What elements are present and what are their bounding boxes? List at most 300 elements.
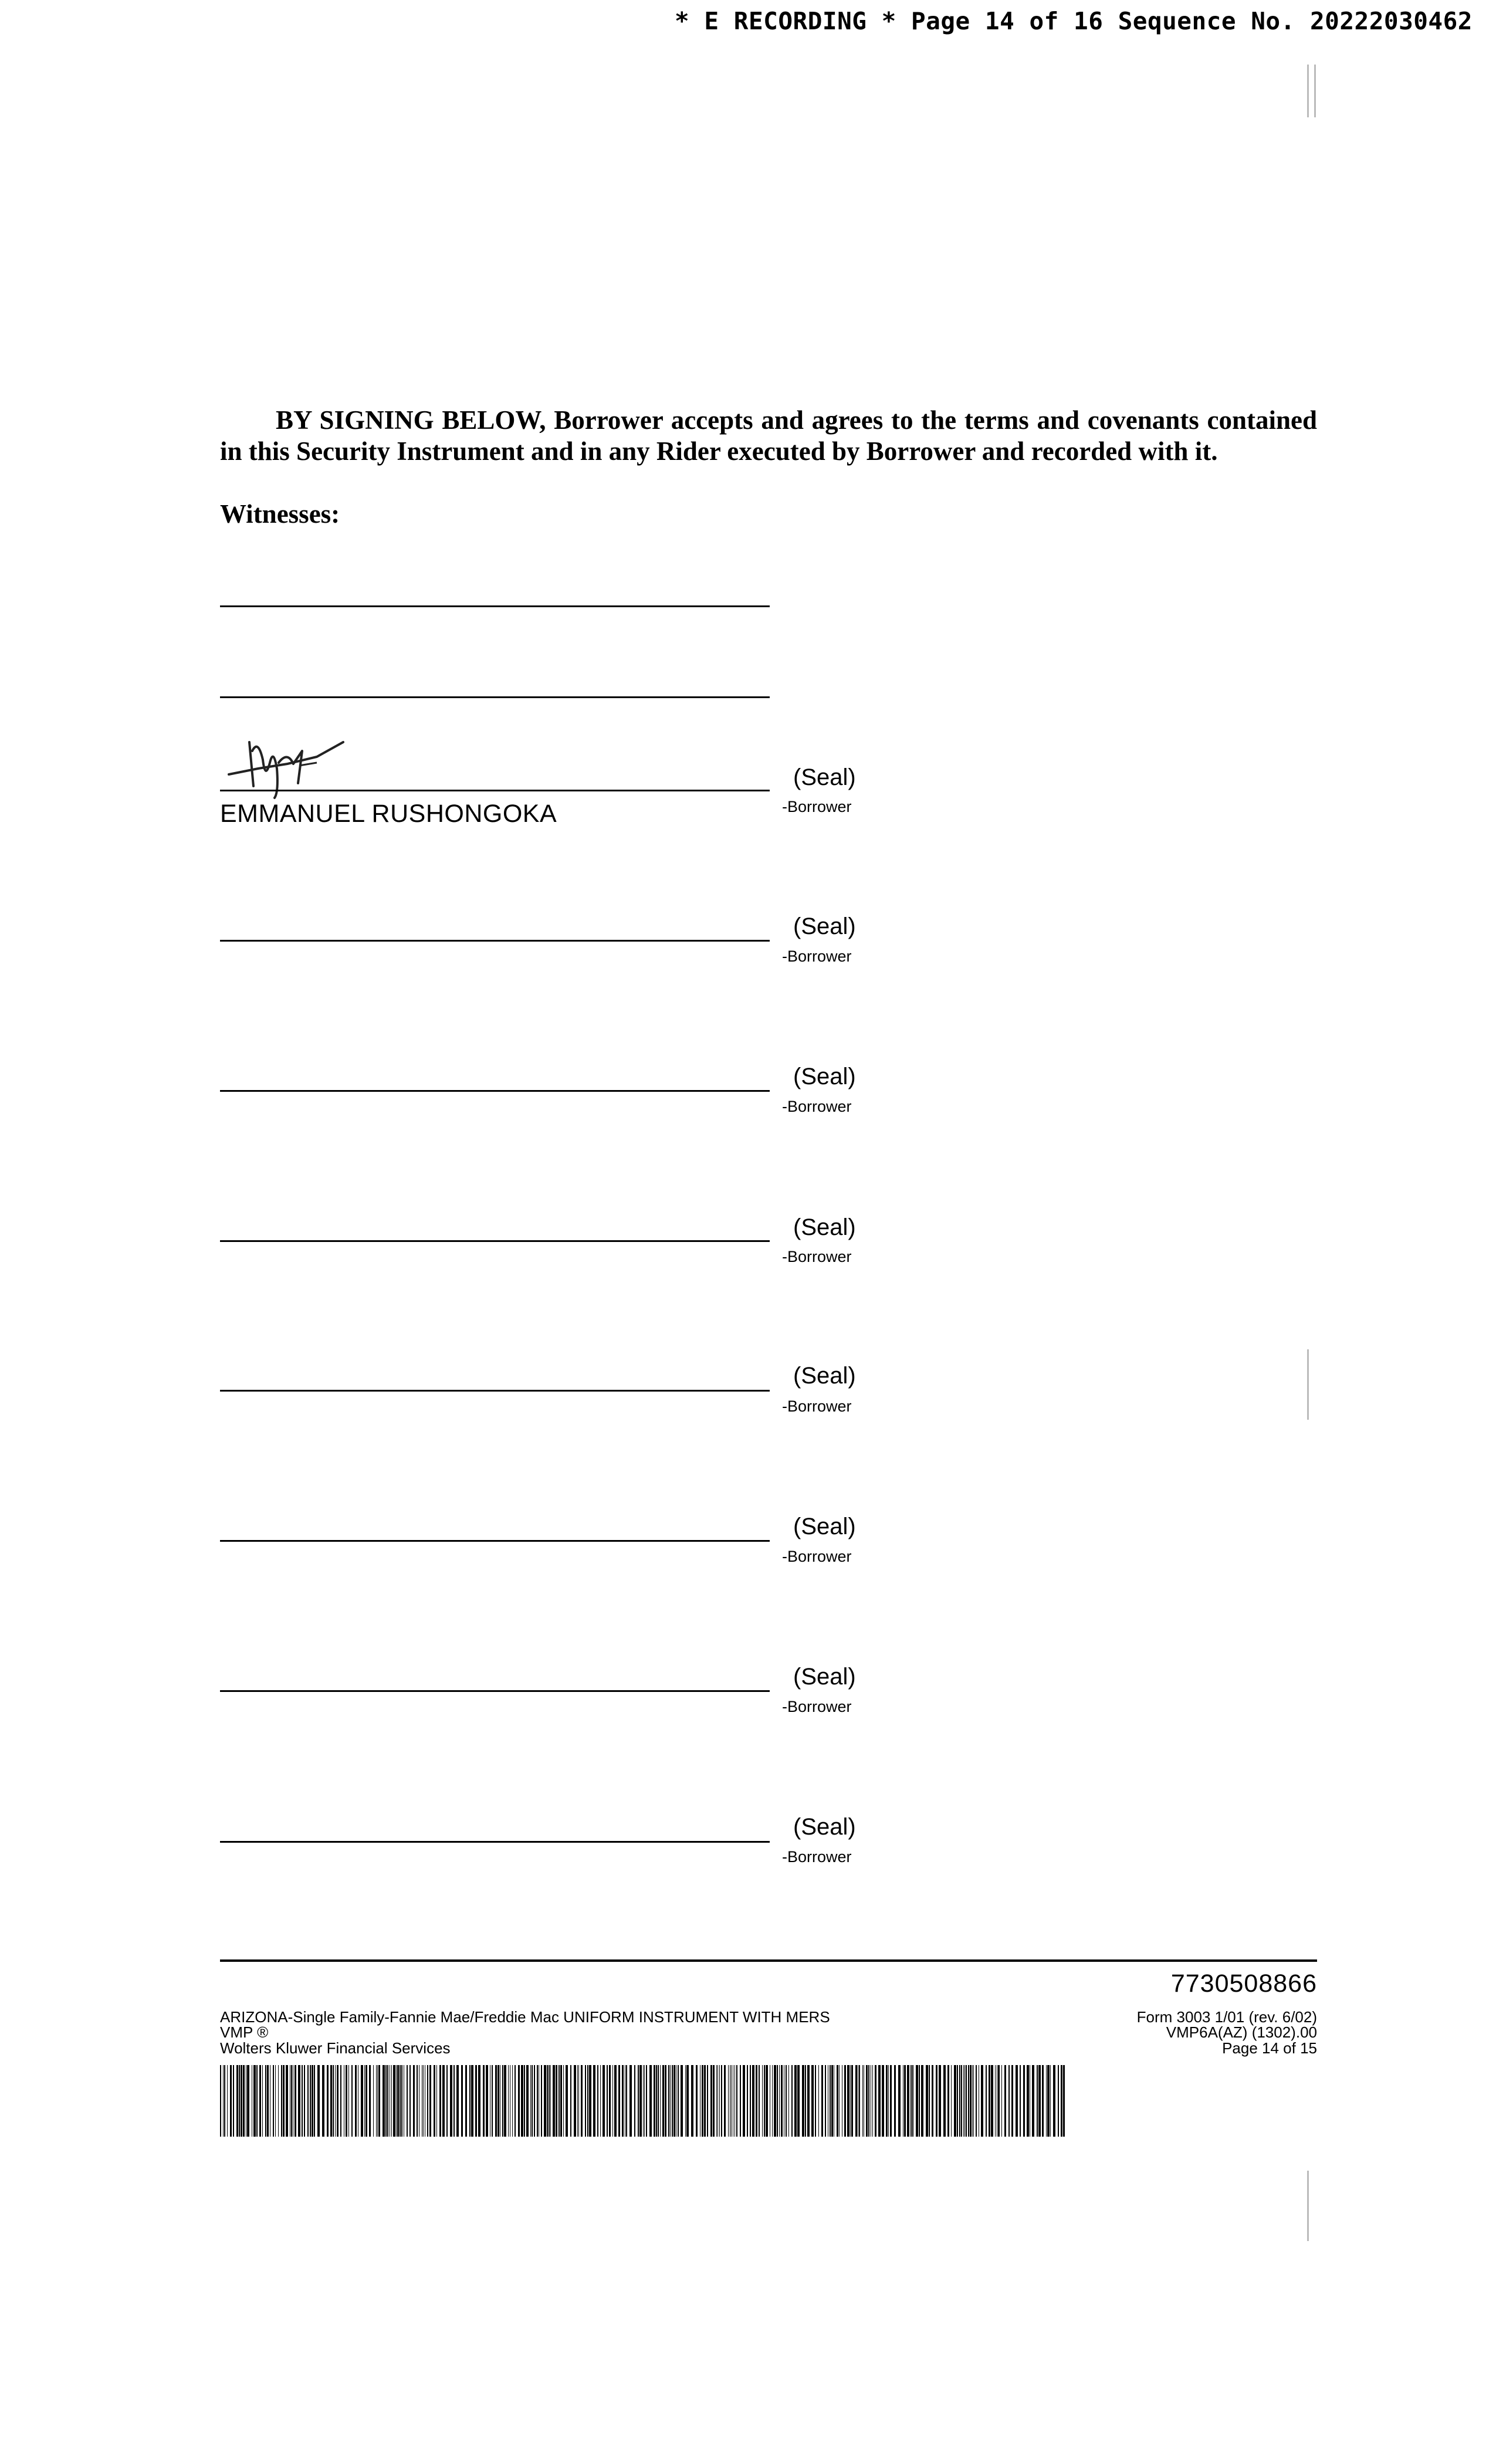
barcode-bar — [972, 2065, 973, 2137]
barcode-bar — [434, 2065, 435, 2137]
barcode-bar — [346, 2065, 347, 2137]
barcode-bar — [847, 2065, 849, 2137]
barcode-bar — [710, 2065, 712, 2137]
barcode-bar — [926, 2065, 928, 2137]
barcode-bar — [550, 2065, 551, 2137]
barcode-bar — [273, 2065, 274, 2137]
barcode-bar — [802, 2065, 804, 2137]
barcode-bar — [239, 2065, 240, 2137]
barcode-bar — [312, 2065, 313, 2137]
barcode-bar — [976, 2065, 977, 2137]
barcode-bar — [781, 2065, 783, 2137]
publisher-name: Wolters Kluwer Financial Services — [220, 2039, 451, 2057]
barcode-bar — [872, 2065, 873, 2137]
footer-rule — [220, 1959, 1317, 1962]
barcode-bar — [961, 2065, 962, 2137]
barcode-bar — [508, 2065, 509, 2137]
borrower-signature-line-4 — [220, 1240, 770, 1242]
barcode-bar — [654, 2065, 655, 2137]
barcode-bar — [1008, 2065, 1010, 2137]
barcode-bar — [241, 2065, 242, 2137]
barcode-bar — [855, 2065, 857, 2137]
barcode-bar — [959, 2065, 960, 2137]
barcode-bar — [646, 2065, 647, 2137]
barcode-bar — [442, 2065, 445, 2137]
barcode-bar — [750, 2065, 751, 2137]
barcode-bar — [600, 2065, 601, 2137]
barcode-bar — [797, 2065, 800, 2137]
barcode-bar — [951, 2065, 952, 2137]
barcode-bar — [939, 2065, 941, 2137]
barcode-bar — [259, 2065, 261, 2137]
barcode-bar — [544, 2065, 546, 2137]
borrower-signature-line-1 — [220, 790, 770, 791]
borrower-label-7: -Borrower — [782, 1698, 852, 1715]
borrower-signature-line-7 — [220, 1690, 770, 1692]
witnesses-label: Witnesses: — [220, 499, 340, 529]
barcode-bar — [752, 2065, 754, 2137]
barcode-bar — [456, 2065, 459, 2137]
barcode-bar — [973, 2065, 974, 2137]
barcode-bar — [607, 2065, 608, 2137]
barcode-bar — [656, 2065, 657, 2137]
recording-header: * E RECORDING * Page 14 of 16 Sequence No. 20222030462 — [675, 7, 1473, 35]
barcode-bar — [298, 2065, 300, 2137]
barcode-bar — [830, 2065, 831, 2137]
barcode-bar — [970, 2065, 972, 2137]
barcode-bar — [904, 2065, 906, 2137]
barcode-bar — [566, 2065, 568, 2137]
borrower-signature-line-6 — [220, 1540, 770, 1542]
barcode-bar — [376, 2065, 377, 2137]
barcode-bar — [465, 2065, 467, 2137]
barcode-bar — [731, 2065, 732, 2137]
barcode-bar — [649, 2065, 652, 2137]
barcode-bar — [230, 2065, 232, 2137]
barcode-bar — [638, 2065, 639, 2137]
barcode-bar — [327, 2065, 329, 2137]
barcode-bar — [1042, 2065, 1044, 2137]
barcode-bar — [966, 2065, 967, 2137]
barcode-bar — [1020, 2065, 1021, 2137]
barcode-bar — [851, 2065, 853, 2137]
barcode-bar — [391, 2065, 392, 2137]
barcode-bar — [593, 2065, 595, 2137]
barcode-bar — [821, 2065, 823, 2137]
barcode-bar — [907, 2065, 909, 2137]
barcode-bar — [541, 2065, 542, 2137]
barcode-bar — [791, 2065, 793, 2137]
barcode-bar — [220, 2065, 221, 2137]
borrower-signature-line-8 — [220, 1841, 770, 1843]
barcode-bar — [291, 2065, 292, 2137]
barcode-bar — [678, 2065, 679, 2137]
scan-artifact — [1307, 65, 1309, 117]
barcode-bar — [1038, 2065, 1041, 2137]
barcode-bar — [614, 2065, 617, 2137]
barcode-bar — [743, 2065, 745, 2137]
barcode-bar — [383, 2065, 385, 2137]
barcode-bar — [672, 2065, 673, 2137]
borrower-name: EMMANUEL RUSHONGOKA — [220, 800, 557, 828]
barcode-bar — [728, 2065, 729, 2137]
barcode-bar — [304, 2065, 305, 2137]
barcode-bar — [866, 2065, 868, 2137]
barcode-bar — [340, 2065, 341, 2137]
barcode-bar — [429, 2065, 431, 2137]
barcode-bar — [378, 2065, 380, 2137]
barcode-bar — [283, 2065, 285, 2137]
barcode-bar — [868, 2065, 869, 2137]
barcode-bar — [397, 2065, 399, 2137]
barcode-bar — [286, 2065, 288, 2137]
loan-number: 7730508866 — [1170, 1969, 1317, 1998]
barcode-bar — [302, 2065, 303, 2137]
witness-signature-line-2 — [220, 696, 770, 698]
barcode-bar — [634, 2065, 635, 2137]
barcode-bar — [310, 2065, 311, 2137]
barcode-bar — [1001, 2065, 1002, 2137]
barcode-bar — [469, 2065, 471, 2137]
barcode-bar — [862, 2065, 863, 2137]
barcode-bar — [831, 2065, 833, 2137]
barcode-bar — [570, 2065, 571, 2137]
barcode-bar — [560, 2065, 562, 2137]
barcode-bar — [878, 2065, 881, 2137]
barcode-bar — [991, 2065, 993, 2137]
barcode-bar — [483, 2065, 485, 2137]
barcode-bar — [794, 2065, 797, 2137]
barcode-bar — [387, 2065, 388, 2137]
barcode-bar — [639, 2065, 642, 2137]
barcode-bar — [577, 2065, 578, 2137]
barcode-bar — [587, 2065, 588, 2137]
barcode-bar — [764, 2065, 765, 2137]
barcode-bar — [815, 2065, 816, 2137]
barcode-bar — [911, 2065, 912, 2137]
barcode-bar — [1046, 2065, 1047, 2137]
barcode-bar — [337, 2065, 339, 2137]
vmp-mark: VMP ® — [220, 2023, 269, 2041]
barcode-bar — [1016, 2065, 1018, 2137]
barcode-bar — [492, 2065, 493, 2137]
barcode-bar — [1063, 2065, 1065, 2137]
barcode-bar — [898, 2065, 901, 2137]
barcode-bar — [707, 2065, 708, 2137]
barcode-bar — [401, 2065, 402, 2137]
seal-label-8: (Seal) — [793, 1814, 856, 1840]
seal-label-3: (Seal) — [793, 1064, 856, 1089]
barcode-bar — [772, 2065, 773, 2137]
barcode-bar — [597, 2065, 598, 2137]
barcode-bar — [515, 2065, 516, 2137]
barcode-bar — [756, 2065, 757, 2137]
barcode-bar — [609, 2065, 611, 2137]
borrower-signature-line-2 — [220, 940, 770, 942]
barcode-bar — [929, 2065, 930, 2137]
barcode-bar — [717, 2065, 718, 2137]
barcode-bar — [393, 2065, 395, 2137]
barcode-bar — [886, 2065, 888, 2137]
barcode-bar — [553, 2065, 555, 2137]
barcode-bar — [409, 2065, 411, 2137]
barcode-bar — [807, 2065, 810, 2137]
barcode-bar — [618, 2065, 620, 2137]
barcode-bar — [478, 2065, 480, 2137]
barcode-bar — [963, 2065, 964, 2137]
barcode-bar — [281, 2065, 282, 2137]
barcode-bar — [369, 2065, 371, 2137]
borrower-label-5: -Borrower — [782, 1397, 852, 1415]
barcode-bar — [364, 2065, 365, 2137]
barcode-bar — [524, 2065, 525, 2137]
barcode-bar — [947, 2065, 949, 2137]
barcode-bar — [400, 2065, 401, 2137]
barcode-bar — [578, 2065, 579, 2137]
borrower-signature-line-5 — [220, 1390, 770, 1392]
barcode-bar — [227, 2065, 228, 2137]
barcode-bar — [989, 2065, 990, 2137]
barcode-bar — [859, 2065, 860, 2137]
barcode-bar — [1027, 2065, 1029, 2137]
barcode-bar — [534, 2065, 535, 2137]
barcode-bar — [574, 2065, 576, 2137]
form-code: VMP6A(AZ) (1302).00 — [1166, 2023, 1317, 2041]
barcode-bar — [512, 2065, 513, 2137]
barcode-bar — [736, 2065, 737, 2137]
borrower-label-6: -Borrower — [782, 1548, 852, 1565]
scan-artifact — [1307, 1349, 1309, 1420]
barcode-bar — [839, 2065, 840, 2137]
barcode-bar — [518, 2065, 520, 2137]
document-barcode — [220, 2065, 1068, 2137]
borrower-label-4: -Borrower — [782, 1248, 852, 1265]
barcode-bar — [547, 2065, 548, 2137]
barcode-bar — [890, 2065, 892, 2137]
barcode-bar — [1047, 2065, 1050, 2137]
barcode-bar — [719, 2065, 720, 2137]
barcode-bar — [471, 2065, 473, 2137]
barcode-bar — [233, 2065, 234, 2137]
barcode-bar — [348, 2065, 349, 2137]
barcode-bar — [779, 2065, 780, 2137]
barcode-bar — [581, 2065, 583, 2137]
barcode-bar — [559, 2065, 560, 2137]
barcode-bar — [747, 2065, 748, 2137]
barcode-bar — [670, 2065, 671, 2137]
barcode-bar — [530, 2065, 531, 2137]
barcode-bar — [278, 2065, 279, 2137]
witness-signature-line-1 — [220, 605, 770, 607]
barcode-bar — [423, 2065, 424, 2137]
barcode-bar — [759, 2065, 760, 2137]
barcode-bar — [998, 2065, 1000, 2137]
barcode-bar — [850, 2065, 851, 2137]
barcode-bar — [622, 2065, 624, 2137]
barcode-bar — [377, 2065, 378, 2137]
barcode-bar — [307, 2065, 309, 2137]
barcode-bar — [818, 2065, 819, 2137]
barcode-bar — [716, 2065, 717, 2137]
barcode-bar — [668, 2065, 669, 2137]
barcode-bar — [396, 2065, 397, 2137]
barcode-bar — [986, 2065, 987, 2137]
borrower-label-8: -Borrower — [782, 1848, 852, 1866]
barcode-bar — [563, 2065, 564, 2137]
barcode-bar — [295, 2065, 296, 2137]
barcode-bar — [681, 2065, 683, 2137]
barcode-bar — [427, 2065, 428, 2137]
barcode-bar — [224, 2065, 225, 2137]
barcode-bar — [612, 2065, 613, 2137]
barcode-bar — [585, 2065, 586, 2137]
barcode-bar — [335, 2065, 336, 2137]
barcode-bar — [721, 2065, 722, 2137]
barcode-bar — [691, 2065, 693, 2137]
barcode-bar — [314, 2065, 315, 2137]
barcode-bar — [626, 2065, 627, 2137]
barcode-bar — [436, 2065, 437, 2137]
barcode-bar — [774, 2065, 776, 2137]
barcode-bar — [995, 2065, 996, 2137]
barcode-bar — [351, 2065, 353, 2137]
barcode-bar — [844, 2065, 846, 2137]
seal-label-1: (Seal) — [793, 764, 856, 790]
barcode-bar — [247, 2065, 249, 2137]
barcode-bar — [1058, 2065, 1059, 2137]
form-title: ARIZONA-Single Family-Fannie Mae/Freddie Mac UNIFORM INSTRUMENT WITH MERS — [220, 2008, 830, 2026]
barcode-bar — [968, 2065, 969, 2137]
barcode-bar — [932, 2065, 933, 2137]
barcode-bar — [811, 2065, 814, 2137]
barcode-bar — [603, 2065, 605, 2137]
barcode-bar — [662, 2065, 664, 2137]
barcode-bar — [256, 2065, 258, 2137]
barcode-bar — [537, 2065, 538, 2137]
barcode-bar — [589, 2065, 591, 2137]
barcode-bar — [253, 2065, 256, 2137]
barcode-bar — [502, 2065, 503, 2137]
barcode-bar — [740, 2065, 741, 2137]
barcode-bar — [223, 2065, 224, 2137]
barcode-bar — [355, 2065, 357, 2137]
barcode-bar — [921, 2065, 923, 2137]
seal-label-7: (Seal) — [793, 1664, 856, 1690]
barcode-bar — [322, 2065, 324, 2137]
barcode-bar — [373, 2065, 374, 2137]
barcode-bar — [1011, 2065, 1013, 2137]
barcode-bar — [417, 2065, 418, 2137]
barcode-bar — [981, 2065, 983, 2137]
barcode-bar — [912, 2065, 913, 2137]
barcode-bar — [317, 2065, 320, 2137]
barcode-bar — [1050, 2065, 1051, 2137]
barcode-bar — [330, 2065, 332, 2137]
scan-artifact — [1307, 2171, 1309, 2241]
barcode-bar — [461, 2065, 463, 2137]
barcode-bar — [696, 2065, 698, 2137]
barcode-bar — [766, 2065, 768, 2137]
barcode-bar — [453, 2065, 455, 2137]
barcode-bar — [407, 2065, 408, 2137]
barcode-bar — [556, 2065, 557, 2137]
barcode-bar — [243, 2065, 245, 2137]
barcode-bar — [875, 2065, 876, 2137]
barcode-bar — [236, 2065, 238, 2137]
barcode-bar — [660, 2065, 661, 2137]
barcode-bar — [665, 2065, 666, 2137]
page-number: Page 14 of 15 — [1222, 2039, 1317, 2057]
barcode-bar — [1004, 2065, 1006, 2137]
barcode-bar — [450, 2065, 452, 2137]
barcode-bar — [262, 2065, 263, 2137]
barcode-bar — [777, 2065, 778, 2137]
barcode-bar — [265, 2065, 266, 2137]
barcode-bar — [385, 2065, 387, 2137]
barcode-bar — [894, 2065, 896, 2137]
barcode-bar — [439, 2065, 441, 2137]
barcode-bar — [333, 2065, 334, 2137]
barcode-bar — [916, 2065, 918, 2137]
barcode-bar — [702, 2065, 703, 2137]
borrower-label-3: -Borrower — [782, 1098, 852, 1115]
seal-label-5: (Seal) — [793, 1363, 856, 1389]
barcode-bar — [686, 2065, 689, 2137]
barcode-bar — [549, 2065, 550, 2137]
barcode-bar — [704, 2065, 706, 2137]
barcode-bar — [888, 2065, 889, 2137]
barcode-bar — [275, 2065, 276, 2137]
barcode-bar — [882, 2065, 884, 2137]
barcode-bar — [495, 2065, 497, 2137]
borrower-label-1: -Borrower — [782, 798, 852, 815]
barcode-bar — [919, 2065, 920, 2137]
barcode-bar — [673, 2065, 675, 2137]
barcode-bar — [361, 2065, 363, 2137]
barcode-bar — [964, 2065, 965, 2137]
barcode-bar — [1032, 2065, 1034, 2137]
barcode-bar — [1053, 2065, 1055, 2137]
barcode-bar — [629, 2065, 632, 2137]
scan-artifact — [1314, 65, 1316, 117]
barcode-bar — [644, 2065, 645, 2137]
barcode-bar — [954, 2065, 956, 2137]
barcode-bar — [788, 2065, 789, 2137]
borrower-label-2: -Borrower — [782, 947, 852, 965]
barcode-bar — [267, 2065, 269, 2137]
barcode-bar — [957, 2065, 958, 2137]
seal-label-4: (Seal) — [793, 1214, 856, 1240]
seal-label-6: (Seal) — [793, 1514, 856, 1539]
barcode-bar — [365, 2065, 367, 2137]
barcode-bar — [1037, 2065, 1038, 2137]
borrower-signature-line-3 — [220, 1090, 770, 1092]
barcode-bar — [805, 2065, 806, 2137]
barcode-bar — [762, 2065, 763, 2137]
barcode-bar — [413, 2065, 415, 2137]
barcode-bar — [475, 2065, 477, 2137]
barcode-bar — [713, 2065, 715, 2137]
barcode-bar — [504, 2065, 506, 2137]
barcode-bar — [486, 2065, 488, 2137]
barcode-bar — [643, 2065, 644, 2137]
barcode-bar — [825, 2065, 826, 2137]
barcode-bar — [497, 2065, 499, 2137]
barcode-bar — [658, 2065, 659, 2137]
barcode-bar — [446, 2065, 448, 2137]
barcode-bar — [936, 2065, 937, 2137]
barcode-bar — [532, 2065, 533, 2137]
